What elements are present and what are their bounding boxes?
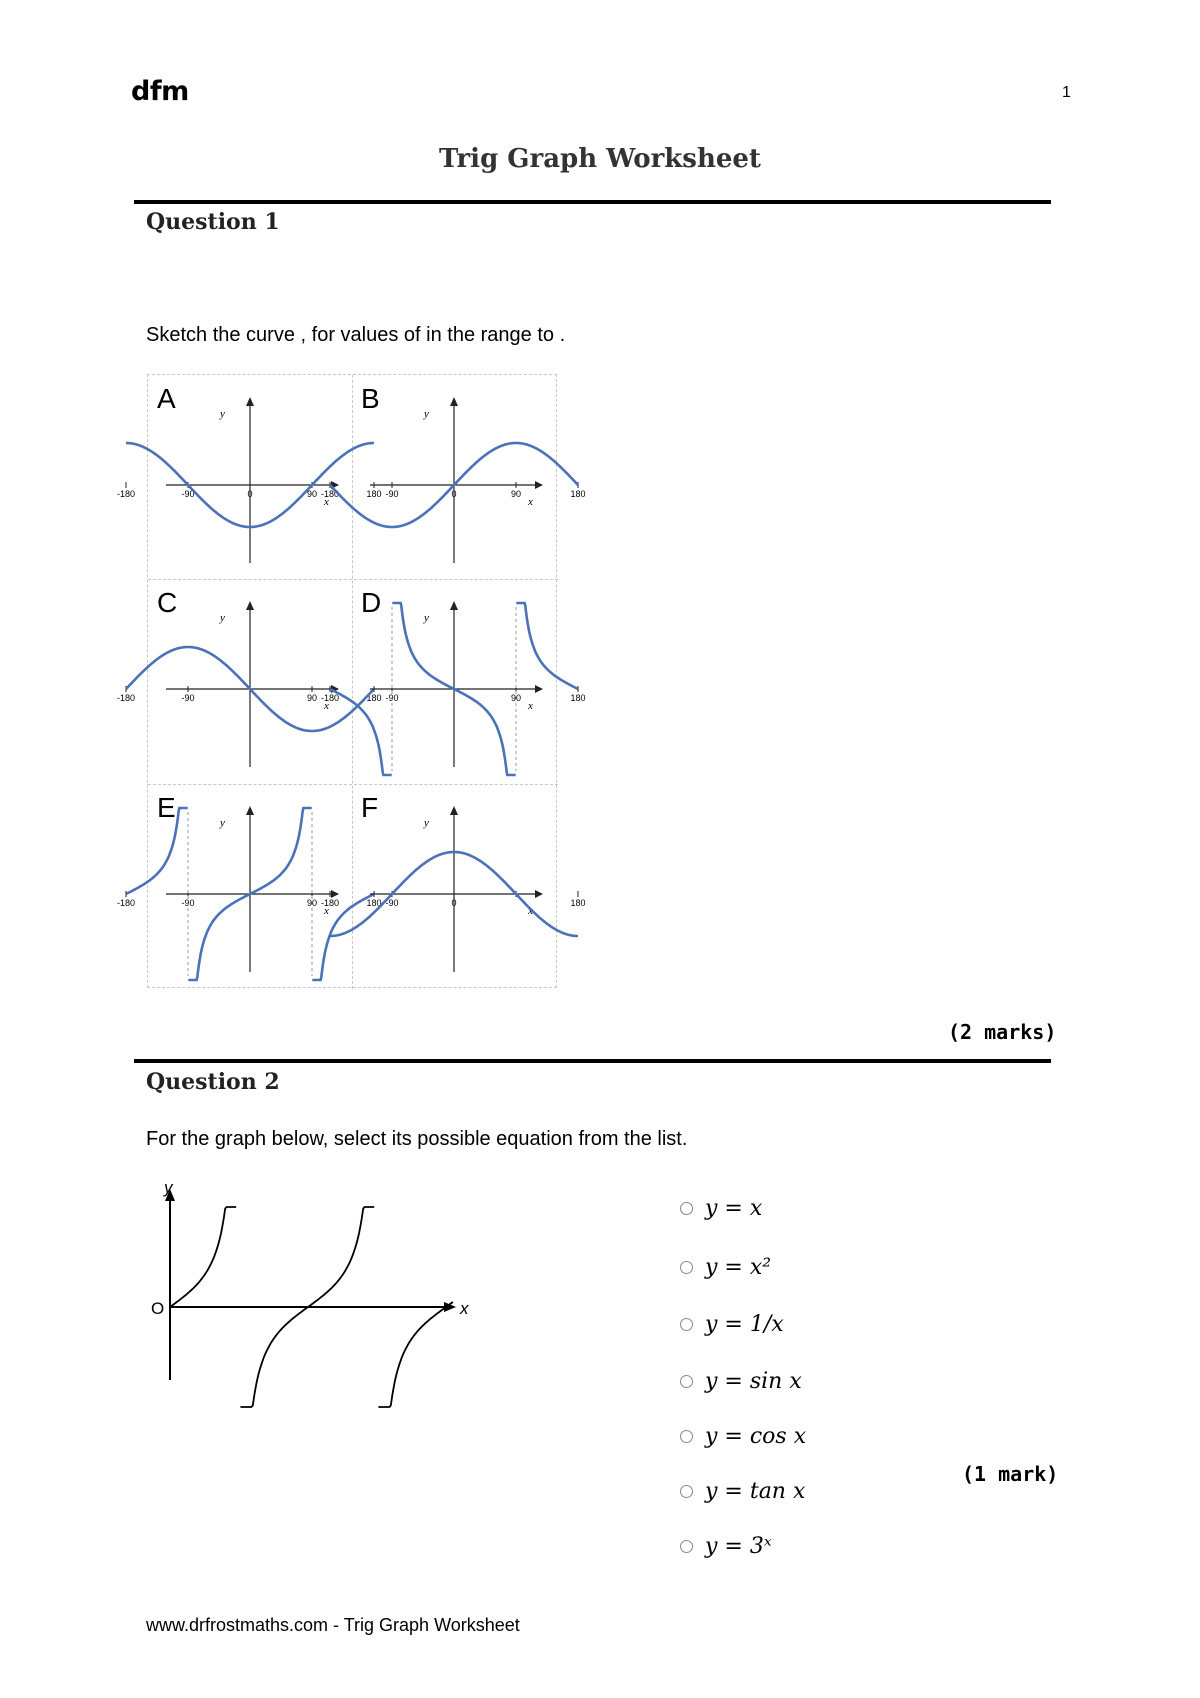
page-number: 1 <box>1062 84 1071 101</box>
graph-option-c <box>116 579 382 783</box>
question-1-prompt: Sketch the curve , for values of in the range to . <box>146 324 566 346</box>
y-axis-label: y <box>220 817 225 829</box>
x-axis-arrow <box>535 685 543 693</box>
equation-option[interactable] <box>680 1250 771 1284</box>
tick-label: 180 <box>570 693 586 703</box>
equation-label: y = 3ˣ <box>705 1533 772 1559</box>
equation-option[interactable] <box>680 1474 805 1508</box>
tick-label: 90 <box>306 489 318 499</box>
y-axis-label: y <box>220 612 225 624</box>
question-1-marks: (2 marks) <box>948 1020 1057 1044</box>
tick-label: 90 <box>306 898 318 908</box>
x-axis-arrow <box>331 890 339 898</box>
y-axis-arrow <box>450 806 458 815</box>
x-axis-label: x <box>460 1299 469 1318</box>
graph-letter: A <box>157 383 176 414</box>
tick-label: 90 <box>510 693 522 703</box>
equation-label: y = cos x <box>705 1423 807 1449</box>
equation-label: y = tan x <box>705 1478 806 1504</box>
y-axis-label: y <box>424 817 429 829</box>
graph-letter: C <box>157 587 178 618</box>
curve-tan <box>126 808 187 894</box>
graph-letter: D <box>361 587 382 618</box>
x-axis-label: x <box>528 905 533 917</box>
tick-label: -180 <box>116 489 136 499</box>
graph-letter: F <box>361 792 379 823</box>
equation-label: y = x <box>705 1195 763 1221</box>
y-axis-arrow <box>450 601 458 610</box>
tick-label: 180 <box>570 898 586 908</box>
x-axis-label: x <box>528 700 533 712</box>
tick-label: -180 <box>320 489 340 499</box>
tick-label: 0 <box>247 489 253 499</box>
tick-label: 180 <box>570 489 586 499</box>
tick-label: -180 <box>116 693 136 703</box>
footer-text: www.drfrostmaths.com - Trig Graph Worksheet <box>146 1615 520 1635</box>
y-axis-arrow <box>450 397 458 406</box>
origin-label: O <box>151 1299 165 1318</box>
x-axis-arrow <box>535 481 543 489</box>
y-axis-arrow <box>246 397 254 406</box>
tick-label: -90 <box>385 693 399 703</box>
y-axis-label: y <box>220 408 225 420</box>
y-axis-label: y <box>424 408 429 420</box>
trig-graph <box>116 784 382 988</box>
graph-option-d <box>320 579 586 783</box>
graph-letter: B <box>361 383 380 414</box>
tick-label: -180 <box>320 693 340 703</box>
trig-graph <box>116 579 382 783</box>
radio-button[interactable] <box>680 1261 693 1274</box>
equation-option[interactable] <box>680 1307 784 1341</box>
radio-button[interactable] <box>680 1540 693 1553</box>
question-1-heading: Question 1 <box>146 209 280 235</box>
dfm-logo: dfm <box>131 76 189 107</box>
divider-rule <box>134 1059 1051 1063</box>
graph-option-a <box>116 375 382 579</box>
x-axis-label: x <box>324 905 329 917</box>
graph-letter: E <box>157 792 176 823</box>
radio-button[interactable] <box>680 1318 693 1331</box>
tick-label: -90 <box>181 693 195 703</box>
equation-label: y = 1/x <box>705 1311 784 1337</box>
x-axis-label: x <box>528 496 533 508</box>
equation-option[interactable] <box>680 1191 762 1225</box>
worksheet-title: Trig Graph Worksheet <box>439 144 761 174</box>
equation-label: y = sin x <box>705 1368 802 1394</box>
divider-rule <box>134 200 1051 204</box>
graph-option-e <box>116 784 382 988</box>
tick-label: -90 <box>385 898 399 908</box>
trig-graph <box>116 375 382 579</box>
tick-label: -90 <box>385 489 399 499</box>
y-axis-arrow <box>246 806 254 815</box>
equation-option[interactable] <box>680 1529 772 1563</box>
radio-button[interactable] <box>680 1485 693 1498</box>
tick-label: -90 <box>181 489 195 499</box>
tick-label: -180 <box>116 898 136 908</box>
x-axis-label: x <box>324 496 329 508</box>
y-axis-arrow <box>246 601 254 610</box>
tick-label: 180 <box>366 489 382 499</box>
tick-label: 0 <box>451 489 457 499</box>
question-2-heading: Question 2 <box>146 1069 280 1095</box>
graph-options-grid <box>116 374 586 988</box>
tick-label: 180 <box>366 693 382 703</box>
tick-label: -90 <box>181 898 195 908</box>
y-axis-label: y <box>424 612 429 624</box>
x-axis-label: x <box>324 700 329 712</box>
equation-label: y = x² <box>705 1254 772 1280</box>
graph-option-f <box>320 784 586 988</box>
y-axis-label: y <box>164 1178 173 1197</box>
radio-button[interactable] <box>680 1202 693 1215</box>
question-2-prompt: For the graph below, select its possible equation from the list. <box>146 1128 688 1150</box>
radio-button[interactable] <box>680 1430 693 1443</box>
tick-label: -180 <box>320 898 340 908</box>
radio-button[interactable] <box>680 1375 693 1388</box>
tick-label: 90 <box>510 489 522 499</box>
trig-graph <box>320 579 586 783</box>
question-2-graph <box>140 1175 470 1395</box>
graph-option-b <box>320 375 586 579</box>
trig-graph <box>320 784 586 988</box>
equation-option[interactable] <box>680 1419 806 1453</box>
x-axis-arrow <box>535 890 543 898</box>
tick-label: 180 <box>366 898 382 908</box>
question-2-marks: (1 mark) <box>962 1462 1059 1486</box>
tick-label: 90 <box>306 693 318 703</box>
trig-graph <box>320 375 586 579</box>
equation-option[interactable] <box>680 1364 802 1398</box>
tick-label: 0 <box>451 898 457 908</box>
curve-neg-tan <box>516 603 577 689</box>
